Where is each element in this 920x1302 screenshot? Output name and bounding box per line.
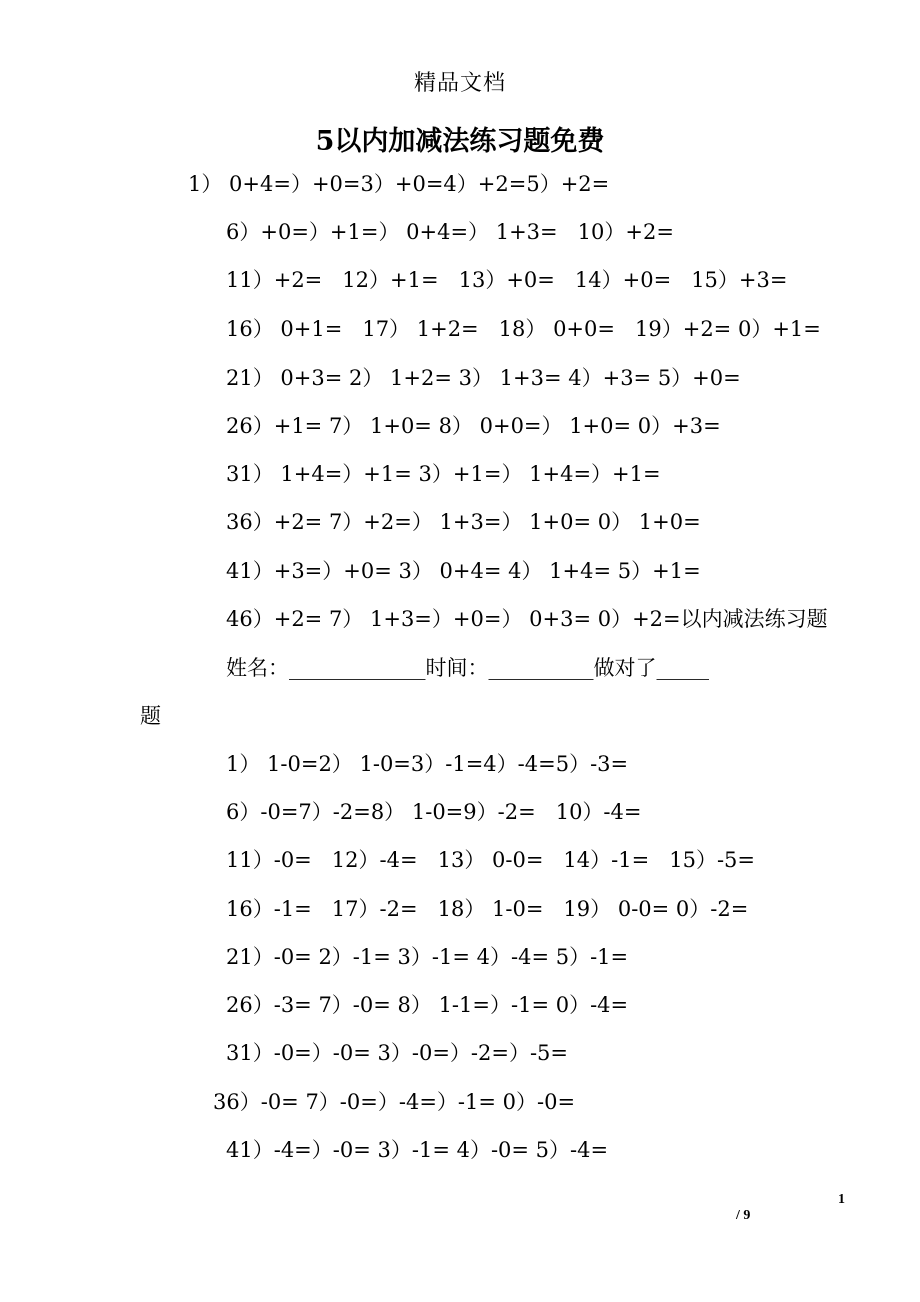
subtraction-line: 16）-1= 17）-2= 18） 1-0= 19） 0-0= 0）-2= <box>226 897 749 921</box>
addition-line: 1） 0+4=）+0=3）+0=4）+2=5）+2= <box>188 172 610 196</box>
addition-line: 31） 1+4=）+1= 3）+1=） 1+4=）+1= <box>226 462 661 486</box>
page-total: / 9 <box>736 1208 751 1223</box>
subtraction-line: 21）-0= 2）-1= 3）-1= 4）-4= 5）-1= <box>226 945 629 969</box>
subtraction-line: 6）-0=7）-2=8） 1-0=9）-2= 10）-4= <box>226 800 642 824</box>
subtraction-line: 1） 1-0=2） 1-0=3）-1=4）-4=5）-3= <box>226 752 629 776</box>
addition-line: 16） 0+1= 17） 1+2= 18） 0+0= 19）+2= 0）+1= <box>226 317 821 341</box>
subtraction-line: 36）-0= 7）-0=）-4=）-1= 0）-0= <box>213 1090 576 1114</box>
name-line-tail: 题 <box>140 704 161 728</box>
page-number: 1 <box>838 1192 845 1207</box>
addition-line: 26）+1= 7） 1+0= 8） 0+0=） 1+0= 0）+3= <box>226 414 721 438</box>
addition-line: 36）+2= 7）+2=） 1+3=） 1+0= 0） 1+0= <box>226 510 701 534</box>
document-title: 5以内加减法练习题免费 <box>315 126 605 157</box>
addition-line: 6）+0=）+1=） 0+4=） 1+3= 10）+2= <box>226 220 674 244</box>
addition-line: 11）+2= 12）+1= 13）+0= 14）+0= 15）+3= <box>226 268 788 292</box>
subtraction-line: 26）-3= 7）-0= 8） 1-1=）-1= 0）-4= <box>226 993 629 1017</box>
subtraction-line: 31）-0=）-0= 3）-0=）-2=）-5= <box>226 1041 569 1065</box>
name-time-score-line: 姓名：_____________时间：__________做对了_____ <box>226 656 709 680</box>
page-header: 精品文档 <box>413 71 506 96</box>
subtraction-line: 11）-0= 12）-4= 13） 0-0= 14）-1= 15）-5= <box>226 848 756 872</box>
subtraction-line: 41）-4=）-0= 3）-1= 4）-0= 5）-4= <box>226 1138 609 1162</box>
addition-line: 21） 0+3= 2） 1+2= 3） 1+3= 4）+3= 5）+0= <box>226 366 741 390</box>
addition-line: 46）+2= 7） 1+3=）+0=） 0+3= 0）+2=以内减法练习题 <box>226 607 828 631</box>
addition-line: 41）+3=）+0= 3） 0+4= 4） 1+4= 5）+1= <box>226 559 701 583</box>
